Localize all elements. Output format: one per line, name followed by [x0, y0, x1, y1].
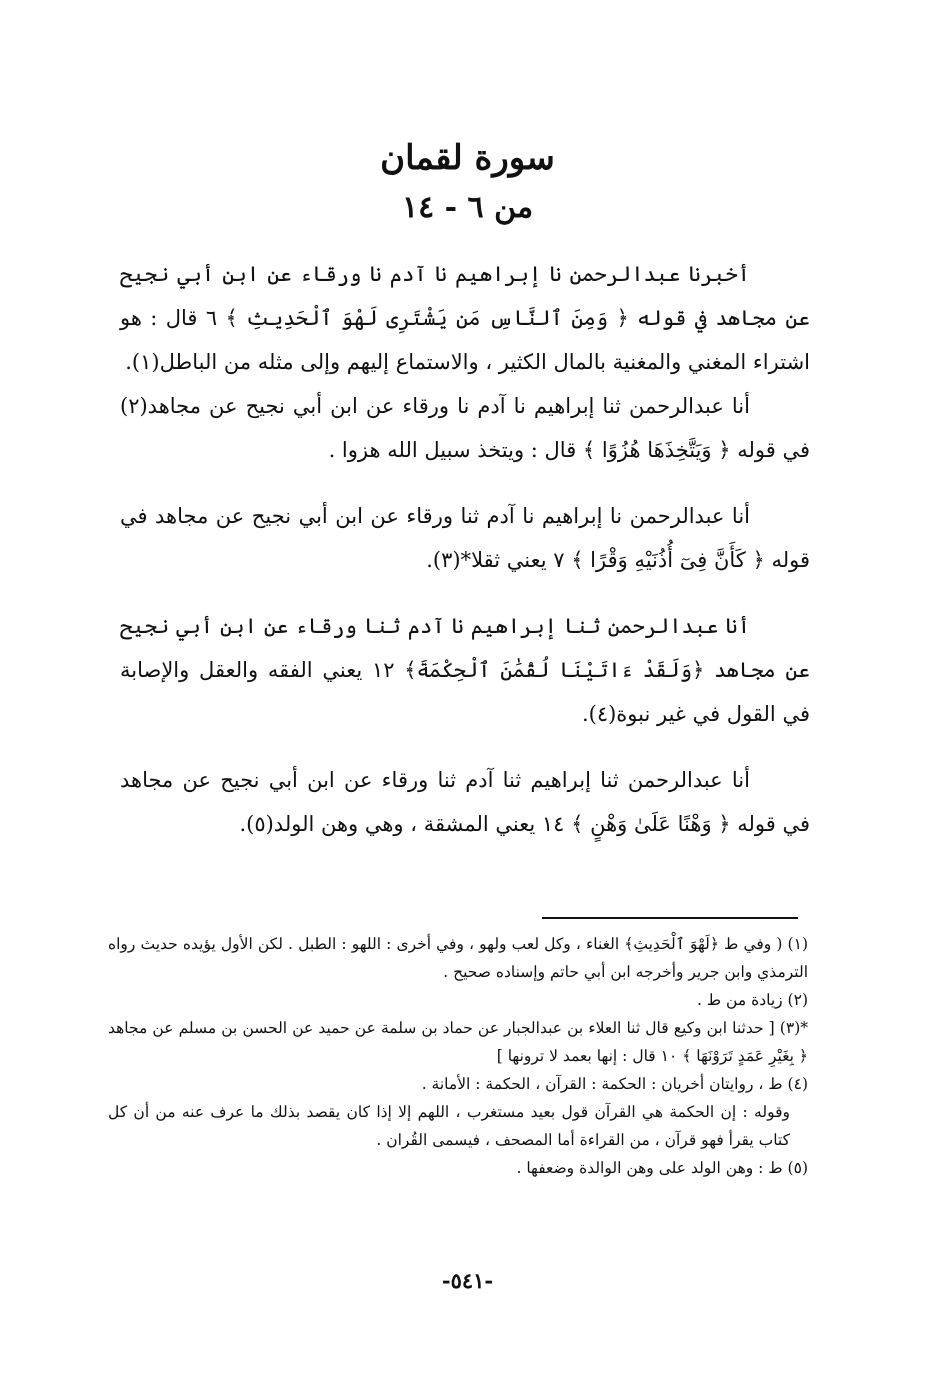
page-subtitle: من ٦ - ١٤	[401, 190, 534, 225]
footnote-separator	[542, 917, 798, 919]
paragraph-5: أنا عبدالرحمن ثنا إبراهيم ثنا آدم ثنا ورقاء عن ابن أبي نجيح عن مجاهد في قوله ﴿ وَهْنًا عَلَىٰ وَهْنٍ ﴾ ١٤ يعني المشقة ، وهي وهن الولد(٥).	[120, 768, 810, 836]
paragraph-4: أنا عبدالرحمن ثنا إبراهيم نا آدم ثنا ورقاء عن ابن أبي نجيح عن مجاهد ﴿وَلَقَدْ ءَاتَيْنَا لُقْمَٰنَ ٱلْحِكْمَةَ﴾ ١٢ يعني الفقه والعقل والإصابة في القول في غير نبوة(٤).	[120, 614, 811, 726]
footnote-4: (٤) ط ، روايتان أخريان : الحكمة : القرآن ، الحكمة : الأمانة .	[421, 1075, 808, 1093]
footnote-3: *(٣) [ حدثنا ابن وكيع قال ثنا العلاء بن عبدالجبار عن حماد بن سلمة عن حميد عن الحسن بن مسلم عن مجاهد ﴿ بِغَيْرِ عَمَدٍ تَرَوْنَهَا ﴾ ١٠ قال : إنها بعمد لا ترونها ]	[108, 1019, 808, 1065]
footnotes	[108, 930, 808, 1182]
footnote-2: (٢) زيادة من ط .	[696, 991, 808, 1009]
paragraph-3: أنا عبدالرحمن نا إبراهيم نا آدم ثنا ورقاء عن ابن أبي نجيح عن مجاهد في قوله ﴿ كَأَنَّ فِىٓ أُذُنَيْهِ وَقْرًا ﴾ ٧ يعني ثقلا*(٣).	[120, 504, 810, 572]
main-text	[120, 252, 810, 846]
page-title: سورة لقمان	[380, 138, 555, 178]
footnote-1: (١) ( وفي ط ﴿لَهْوَ ٱلْحَدِيثِ﴾ الغناء ، وكل لعب ولهو ، وفي أخرى : اللهو : الطبل . لكن الأول يؤيده حديث رواه الترمذي وابن جرير وأخرجه ابن أبي حاتم وإسناده صحيح .	[108, 935, 808, 981]
footnote-4-continuation: وقوله : إن الحكمة هي القرآن قول بعيد مستغرب ، اللهم إلا إذا كان يقصد بذلك ما عرف عنه من أن كل كتاب يقرأ فهو قرآن ، من القراءة أما المصحف ، فيسمى القُران .	[108, 1103, 790, 1149]
paragraph-1: أخبرنا عبدالرحمن نا إبراهيم نا آدم نا ورقاء عن ابن أبي نجيح عن مجاهد في قوله ﴿ وَمِنَ ٱلنَّاسِ مَن يَشْتَرِى لَهْوَ ٱلْحَدِيثِ ﴾ ٦ قال : هو اشتراء المغني والمغنية بالمال الكثير ، والاستماع إليهم وإلى مثله من الباطل(١).	[120, 262, 811, 374]
footnote-5: (٥) ط : وهن الولد على وهن الوالدة وضعفها .	[516, 1159, 808, 1177]
page-number: -٥٤١-	[441, 1268, 494, 1293]
paragraph-2: أنا عبدالرحمن ثنا إبراهيم نا آدم نا ورقاء عن ابن أبي نجيح عن مجاهد(٢) في قوله ﴿ وَيَتَّخِذَهَا هُزُوًا ﴾ قال : ويتخذ سبيل الله هزوا .	[120, 394, 810, 462]
